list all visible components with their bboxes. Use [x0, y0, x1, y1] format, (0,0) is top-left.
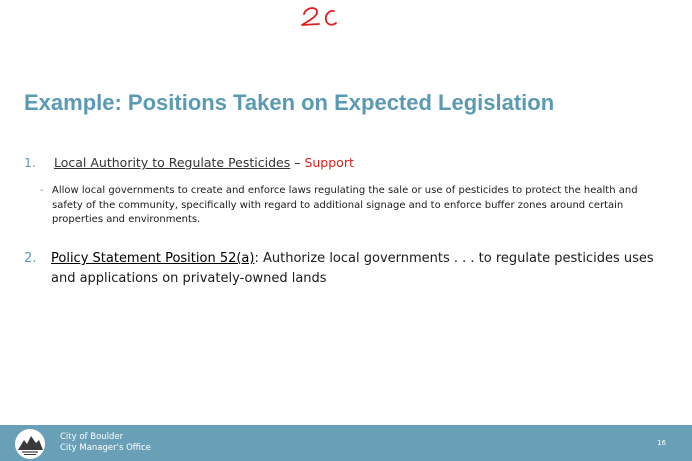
list-item-2 [24, 249, 654, 289]
organization-name: City of Boulder City Manager's Office [60, 432, 151, 453]
list-item-number: 2. [24, 251, 37, 266]
sub-bullet [40, 184, 667, 228]
slide-title: Example: Positions Taken on Expected Legislation [24, 90, 555, 115]
handwritten-annotation [296, 2, 356, 30]
bill-link[interactable]: Local Authority to Regulate Pesticides [54, 155, 291, 170]
dash-bullet-icon: - [40, 185, 44, 196]
position-label: Support [304, 155, 354, 170]
city-logo-icon [14, 428, 46, 460]
list-item-text [51, 249, 654, 289]
policy-link[interactable]: Policy Statement Position 52(a) [51, 251, 255, 266]
policy-description: : Authorize local governments . . . to regulate pesticides uses and applications on privately-owned lands [51, 251, 654, 286]
footer-bar [0, 425, 692, 461]
page-number: 16 [657, 439, 666, 447]
list-item-number: 1. [24, 155, 36, 170]
separator: – [290, 155, 305, 170]
sub-bullet-text: Allow local governments to create and enforce laws regulating the sale or use of pesticides to protect the health and safety of the community, specifically with regard to additional signage and to enforce buffer zones around certain properties and environments. [52, 185, 638, 225]
list-item-1 [24, 155, 354, 170]
